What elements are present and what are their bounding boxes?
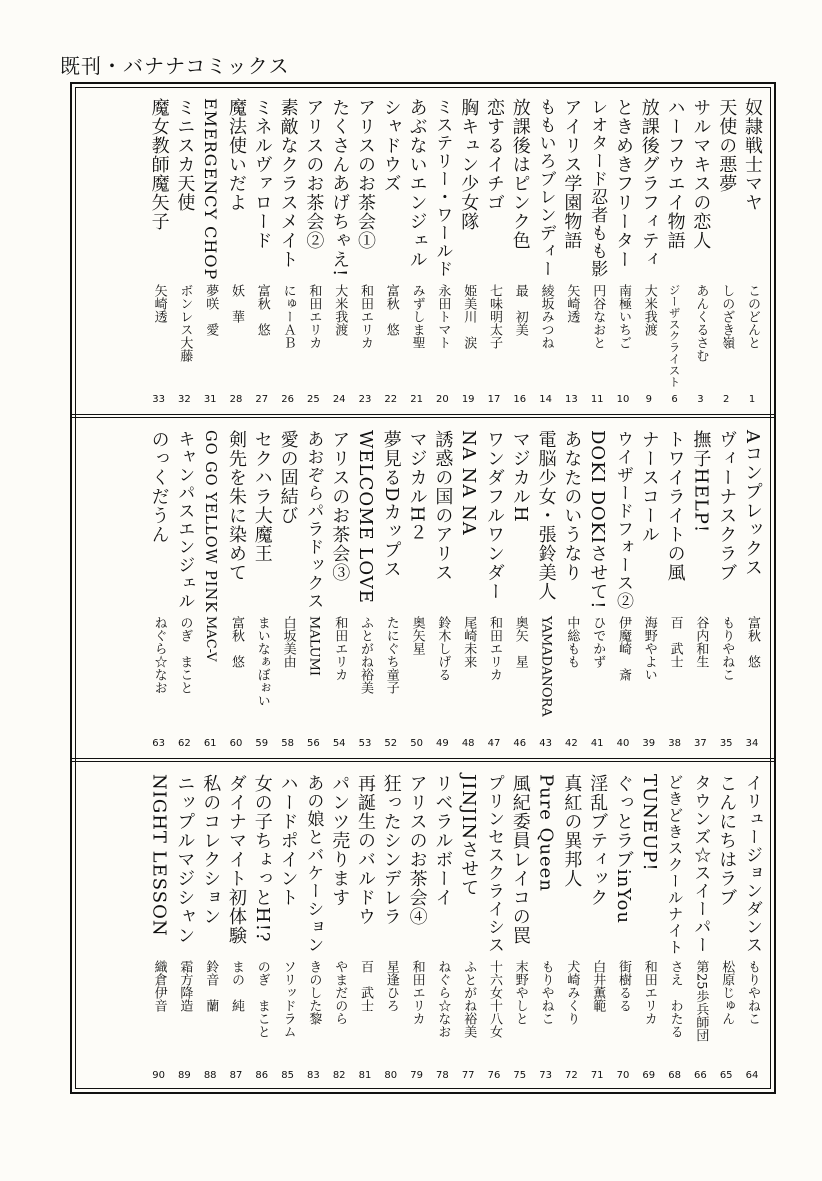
entry-author: 鈴木しげる [435, 616, 451, 681]
entry-author: もりやねこ [745, 960, 760, 1025]
entry-number: 81 [358, 1070, 372, 1081]
entry-title: マジカルH２ [406, 430, 428, 542]
entry-author: 白井薫範 [590, 960, 606, 1012]
entry-title: ニップルマジシャン [174, 774, 196, 945]
entry-number: 86 [255, 1070, 269, 1081]
entry-title: 真紅の異邦人 [561, 774, 583, 888]
entry-number: 70 [616, 1070, 630, 1081]
entry-title: ワンダフルワンダー [484, 430, 505, 601]
entry-title: あおぞらパラドックス [303, 430, 324, 610]
entry-number: 73 [539, 1070, 552, 1081]
entry-author: ジーザスクライスト [667, 284, 682, 388]
catalog-entry [329, 90, 349, 412]
entry-number: 11 [590, 394, 604, 405]
entry-author: 海野やよい [641, 616, 657, 681]
entry-number: 53 [358, 738, 372, 749]
catalog-entry [226, 766, 246, 1088]
entry-author: 富秋 悠 [254, 284, 270, 336]
entry-number: 13 [565, 394, 578, 405]
entry-title: アリスのお茶会② [303, 98, 325, 250]
entry-author: 永田トマト [435, 284, 451, 349]
entry-number: 19 [461, 394, 475, 405]
entry-number: 76 [487, 1070, 501, 1081]
entry-number: 35 [719, 738, 733, 749]
entry-title: どきどきスクールナイト [665, 774, 684, 956]
section-divider [72, 758, 774, 762]
catalog-entry [690, 422, 710, 756]
entry-number: 21 [410, 394, 423, 405]
catalog-entry [149, 90, 169, 412]
entry-title: 胸キュン少女隊 [458, 98, 480, 231]
entry-number: 39 [642, 738, 656, 749]
entry-title: 愛の固結び [277, 430, 299, 525]
entry-title: Pure Queen [535, 774, 557, 892]
entry-number: 79 [410, 1070, 423, 1081]
catalog-entry [639, 766, 659, 1088]
entry-author: 犬崎みくり [564, 960, 580, 1025]
entry-author: 大米我渡 [332, 284, 348, 336]
entry-number: 9 [645, 394, 652, 405]
entry-author: まいなぁぼぉい [254, 616, 270, 707]
entry-author: さえ わたる [667, 960, 683, 1038]
entry-number: 77 [461, 1070, 475, 1081]
entry-author: 街樹るる [616, 960, 631, 1012]
section-divider [72, 414, 774, 418]
entry-author: 最 初美 [512, 284, 528, 336]
catalog-entry [149, 422, 169, 756]
catalog-entry [690, 766, 710, 1088]
entry-number: 65 [719, 1070, 733, 1081]
entry-title: ウイザードフォース② [613, 430, 633, 610]
entry-title: キャンパスエンジェル [174, 430, 195, 610]
catalog-entry [742, 90, 762, 412]
entry-title: ハーフウエイ物語 [664, 98, 686, 250]
entry-author: 中総もも [564, 616, 580, 668]
entry-number: 75 [513, 1070, 527, 1081]
entry-number: 59 [255, 738, 269, 749]
entry-title: トワイライトの風 [664, 430, 686, 582]
entry-number: 20 [436, 394, 449, 405]
entry-author: 和田エリカ [332, 616, 348, 681]
entry-title: マジカルH [509, 430, 531, 523]
entry-number: 41 [590, 738, 604, 749]
catalog-entry [561, 90, 581, 412]
entry-number: 63 [152, 738, 165, 749]
entry-author: 松原じゅん [719, 960, 735, 1025]
entry-author: 綾坂みつね [538, 284, 554, 349]
entry-title: 魔法使いだよ [226, 98, 247, 212]
entry-title: 撫子HELP! [690, 430, 712, 534]
entry-author: 妖 華 [229, 284, 244, 323]
catalog-entry [665, 766, 685, 1088]
entry-title: 天使の悪夢 [716, 98, 738, 193]
entry-author: やまだのら [332, 960, 348, 1025]
entry-author: このどんと [745, 284, 760, 349]
entry-title: あの娘とバケーション [303, 774, 324, 954]
catalog-entry [484, 90, 504, 412]
catalog-entry [226, 422, 246, 756]
entry-number: 72 [565, 1070, 578, 1081]
entry-number: 40 [616, 738, 630, 749]
catalog-entry [381, 766, 401, 1088]
entry-title: イリュージョンダンス [742, 774, 762, 954]
entry-author: 伊魔崎 斎 [616, 616, 631, 681]
catalog-entry [329, 422, 349, 756]
entry-number: 2 [723, 394, 730, 405]
entry-title: 夢見るDカップス [380, 430, 402, 579]
entry-title: 女の子ちょっとH!? [251, 774, 273, 943]
entry-author: 和田エリカ [487, 616, 502, 681]
entry-title: リベラルボーイ [432, 774, 454, 907]
entry-number: 78 [436, 1070, 449, 1081]
catalog-entry [742, 766, 762, 1088]
entry-title: 放課後はピンク色 [509, 98, 531, 250]
catalog-entry [665, 90, 685, 412]
catalog-entry [458, 766, 478, 1088]
entry-author: 第25歩兵師団 [693, 960, 709, 1042]
entry-author: 織倉伊音 [151, 960, 167, 1012]
entry-number: 3 [697, 394, 704, 405]
entry-author: のぎ まこと [254, 960, 270, 1038]
entry-author: 百 武士 [667, 616, 683, 668]
catalog-entry [536, 90, 556, 412]
entry-title: 再誕生のバルドウ [355, 774, 376, 926]
entry-author: 夢咲 愛 [203, 284, 219, 336]
catalog-entry [432, 90, 452, 412]
entry-number: 87 [229, 1070, 243, 1081]
entry-title: 誘惑の国のアリス [432, 430, 454, 582]
catalog-entry [561, 766, 581, 1088]
catalog-entry [407, 90, 427, 412]
entry-author: 霜方降造 [177, 960, 193, 1012]
entry-author: 尾崎未来 [461, 616, 477, 668]
entry-title: タウンズ☆スイーパー [690, 774, 711, 954]
entry-number: 82 [332, 1070, 346, 1081]
entry-title: アリスのお茶会④ [406, 774, 428, 926]
catalog-entry [252, 422, 272, 756]
entry-author: 矢崎透 [564, 284, 580, 323]
catalog-entry [587, 90, 607, 412]
entry-title: パンツ売ります [329, 774, 351, 907]
entry-author: たにぐち童子 [383, 616, 399, 694]
catalog-entry [587, 766, 607, 1088]
entry-author: まの 純 [229, 960, 244, 1012]
entry-author: 南極いちご [616, 284, 631, 349]
entry-title: Aコンプレックス [742, 430, 763, 577]
catalog-entry [407, 422, 427, 756]
catalog-entry [587, 422, 607, 756]
entry-number: 17 [487, 394, 501, 405]
entry-author: 和田エリカ [306, 284, 322, 349]
entry-title: サルマキスの恋人 [690, 98, 712, 250]
catalog-entry [510, 90, 530, 412]
entry-title: ミステリー・ワールド [432, 98, 453, 278]
entry-title: ももいろブレンディー [535, 98, 556, 278]
catalog-entry [381, 90, 401, 412]
entry-author: ねぐら☆なお [151, 616, 167, 694]
entry-title: 素敵なクラスメイト [277, 98, 299, 269]
entry-title: ハードポイント [277, 774, 299, 907]
catalog-entry [200, 90, 220, 412]
catalog-entry [432, 422, 452, 756]
entry-author: ひでかず [590, 616, 606, 668]
entry-author: もりやねこ [719, 616, 735, 681]
entry-title: あなたのいうなり [561, 430, 583, 582]
entry-title: TUNEUP! [638, 774, 660, 872]
entry-number: 68 [668, 1070, 681, 1081]
catalog-entry [484, 422, 504, 756]
entry-title: ダイナマイト初体験 [226, 774, 247, 945]
entry-number: 69 [642, 1070, 656, 1081]
entry-number: 42 [565, 738, 578, 749]
entry-number: 23 [358, 394, 372, 405]
entry-author: ソリッドラム [280, 960, 296, 1038]
catalog-entry [226, 90, 246, 412]
entry-number: 60 [229, 738, 243, 749]
catalog-entry [716, 90, 736, 412]
entry-title: あぶないエンジェル [406, 98, 428, 269]
entry-author: 富秋 悠 [745, 616, 760, 668]
catalog-entry [536, 766, 556, 1088]
entry-number: 80 [384, 1070, 398, 1081]
catalog-entry [355, 422, 375, 756]
entry-title: 私のコレクション [200, 774, 222, 926]
entry-number: 24 [332, 394, 346, 405]
entry-number: 58 [281, 738, 294, 749]
entry-author: MAC-V [203, 616, 219, 662]
entry-author: 和田エリカ [409, 960, 425, 1025]
entry-number: 89 [178, 1070, 191, 1081]
catalog-entry [303, 766, 323, 1088]
catalog-entry [200, 422, 220, 756]
entry-number: 22 [384, 394, 398, 405]
entry-title: NIGHT LESSON [148, 774, 170, 937]
entry-title: NA NA NA [458, 430, 480, 536]
entry-number: 47 [487, 738, 501, 749]
entry-author: 和田エリカ [641, 960, 657, 1025]
entry-number: 28 [229, 394, 243, 405]
entry-number: 10 [616, 394, 630, 405]
entry-title: 放課後グラフィティ [638, 98, 660, 269]
entry-author: しのざき嶺 [719, 284, 735, 349]
catalog-entry [329, 766, 349, 1088]
entry-number: 61 [203, 738, 217, 749]
entry-author: 奥矢星 [409, 616, 425, 655]
entry-number: 25 [307, 394, 320, 405]
catalog-entry [716, 422, 736, 756]
entry-number: 37 [694, 738, 707, 749]
entry-title: WELCOME LOVE [355, 430, 376, 604]
entry-author: 富秋 悠 [383, 284, 399, 336]
entry-author: 星逢ひろ [383, 960, 399, 1012]
catalog-entry [536, 422, 556, 756]
catalog-entry [278, 90, 298, 412]
catalog-entry [149, 766, 169, 1088]
entry-number: 54 [332, 738, 346, 749]
entry-number: 27 [255, 394, 269, 405]
entry-number: 16 [513, 394, 527, 405]
page-title: 既刊・バナナコミックス [60, 54, 290, 78]
entry-author: 大米我渡 [641, 284, 657, 336]
entry-number: 32 [178, 394, 191, 405]
catalog-entry [639, 422, 659, 756]
entry-number: 66 [694, 1070, 707, 1081]
entry-author: 鈴音 蘭 [203, 960, 219, 1012]
entry-title: 奴隷戦士マヤ [742, 98, 763, 212]
entry-author: ボンレス大藤 [177, 284, 193, 362]
entry-author: 末野やしと [512, 960, 528, 1025]
entry-title: 淫乱ブティック [587, 774, 609, 907]
entry-author: ふとがね裕美 [358, 616, 373, 694]
entry-author: 富秋 悠 [229, 616, 244, 668]
entry-author: のぎ まこと [177, 616, 193, 694]
catalog-entry [355, 766, 375, 1088]
entry-author: みずしま聖 [409, 284, 425, 349]
catalog-section-3 [72, 766, 774, 1088]
catalog-entry [613, 766, 633, 1088]
entry-number: 64 [745, 1070, 759, 1081]
entry-number: 31 [203, 394, 217, 405]
entry-author: にゅーＡＢ [280, 284, 296, 349]
entry-title: レオタード忍者もも影 [587, 98, 608, 278]
entry-title: DOKI DOKIさせて! [587, 430, 609, 610]
entry-author: 姫美川 涙 [461, 284, 477, 349]
catalog-entry [742, 422, 762, 756]
catalog-entry [639, 90, 659, 412]
entry-number: 34 [745, 738, 759, 749]
catalog-entry [458, 422, 478, 756]
entry-title: 恋するイチゴ [484, 98, 505, 212]
catalog-entry [381, 422, 401, 756]
entry-number: 50 [410, 738, 423, 749]
entry-number: 48 [461, 738, 475, 749]
catalog-entry [252, 766, 272, 1088]
entry-number: 88 [203, 1070, 217, 1081]
entry-title: アイリス学園物語 [561, 98, 583, 250]
entry-author: MALUMI [306, 616, 322, 677]
entry-title: こんにちはラブ [716, 774, 738, 907]
catalog-entry [690, 90, 710, 412]
catalog-entry [665, 422, 685, 756]
entry-title: GO GO YELLOW PINK [202, 430, 219, 613]
catalog-entry [278, 422, 298, 756]
catalog-entry [613, 90, 633, 412]
catalog-entry [561, 422, 581, 756]
catalog-entry [613, 422, 633, 756]
entry-title: シャドウズ [380, 98, 402, 193]
catalog-entry [484, 766, 504, 1088]
entry-number: 49 [436, 738, 449, 749]
entry-number: 6 [671, 394, 678, 405]
entry-title: のっくだうん [148, 430, 170, 544]
entry-title: ときめきフリーター [613, 98, 634, 269]
entry-number: 83 [307, 1070, 320, 1081]
entry-title: ナースコール [638, 430, 660, 544]
catalog-entry [407, 766, 427, 1088]
catalog-entry [174, 766, 194, 1088]
entry-number: 46 [513, 738, 527, 749]
entry-author: 円谷なおと [590, 284, 606, 349]
catalog-entry [303, 90, 323, 412]
entry-title: アリスのお茶会① [355, 98, 376, 250]
entry-author: ふとがね裕美 [461, 960, 477, 1038]
entry-number: 52 [384, 738, 398, 749]
entry-author: 矢崎透 [151, 284, 167, 323]
entry-title: ヴィーナスクラブ [716, 430, 738, 582]
catalog-entry [355, 90, 375, 412]
catalog-entry [458, 90, 478, 412]
catalog-entry [174, 90, 194, 412]
entry-title: 風紀委員レイコの罠 [509, 774, 531, 945]
catalog-entry [252, 90, 272, 412]
entry-number: 56 [307, 738, 320, 749]
entry-number: 38 [668, 738, 681, 749]
entry-title: アリスのお茶会③ [329, 430, 351, 582]
catalog-section-1 [72, 90, 774, 412]
entry-title: プリンセスクライシス [484, 774, 504, 954]
entry-number: 26 [281, 394, 294, 405]
entry-title: ぐっとラブinYou [613, 774, 634, 925]
entry-author: 百 武士 [358, 960, 373, 1012]
entry-number: 1 [748, 394, 756, 405]
catalog-entry [510, 766, 530, 1088]
catalog-entry [432, 766, 452, 1088]
entry-title: EMERGENCY CHOP [201, 98, 221, 281]
catalog-section-2 [72, 422, 774, 756]
entry-author: あんくるさむ [693, 284, 709, 362]
entry-title: 魔女教師魔矢子 [148, 98, 170, 231]
entry-author: 奥矢 星 [512, 616, 528, 668]
entry-number: 33 [152, 394, 165, 405]
entry-number: 71 [590, 1070, 604, 1081]
entry-author: 白坂美由 [280, 616, 296, 668]
entry-title: 狂ったシンデレラ [380, 774, 402, 926]
entry-author: 谷内和生 [693, 616, 709, 668]
entry-number: 62 [178, 738, 191, 749]
catalog-entry [200, 766, 220, 1088]
catalog-entry [303, 422, 323, 756]
entry-author: 十六女十八女 [487, 960, 502, 1038]
catalog-frame [70, 82, 776, 1094]
entry-title: JINJINさせて [458, 774, 480, 898]
entry-title: たくさんあげちゃえ! [329, 98, 351, 278]
entry-author: YAMADANORA [538, 616, 554, 717]
entry-author: 和田エリカ [358, 284, 373, 349]
catalog-entry [278, 766, 298, 1088]
entry-title: ミネルヴァロード [251, 98, 273, 250]
entry-title: 電脳少女・張鈴美人 [535, 430, 557, 601]
entry-author: 七味明太子 [487, 284, 502, 349]
entry-author: きのした黎 [306, 960, 322, 1025]
entry-title: ミニスカ天使 [174, 98, 196, 212]
catalog-entry [174, 422, 194, 756]
entry-title: セクハラ大魔王 [251, 430, 273, 563]
catalog-entry [716, 766, 736, 1088]
entry-author: もりやねこ [538, 960, 554, 1025]
entry-number: 43 [539, 738, 552, 749]
entry-number: 90 [152, 1070, 165, 1081]
entry-title: 剣先を朱に染めて [226, 430, 247, 582]
entry-author: ねぐら☆なお [435, 960, 451, 1038]
catalog-entry [510, 422, 530, 756]
entry-number: 14 [539, 394, 552, 405]
entry-number: 85 [281, 1070, 294, 1081]
